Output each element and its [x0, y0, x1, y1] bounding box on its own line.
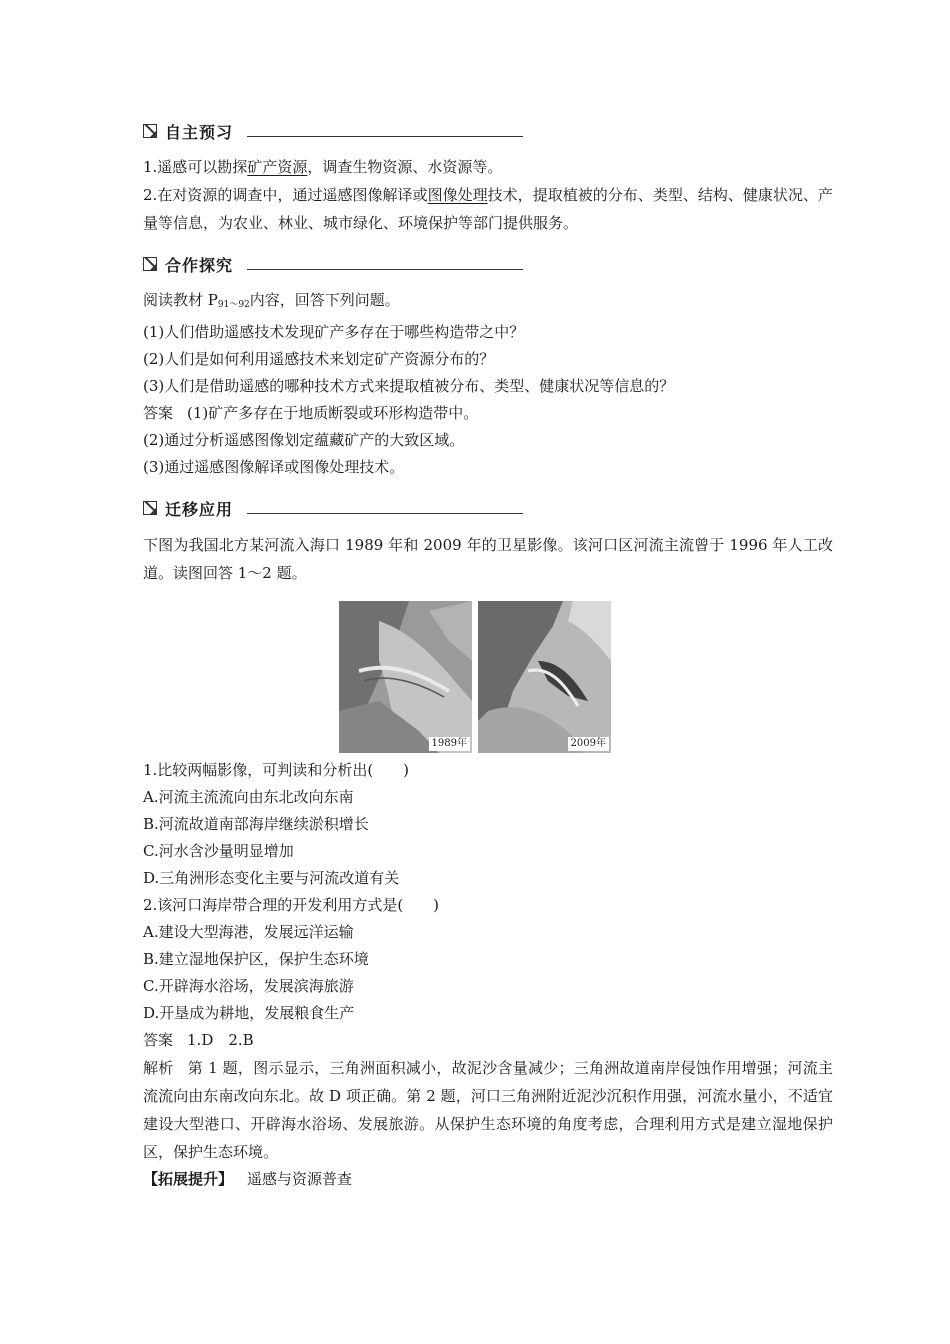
answer: 答案 1.D 2.B — [143, 1031, 254, 1049]
section-header-apply — [143, 495, 833, 521]
section-header-explore — [143, 251, 833, 277]
satellite-image-1989 — [339, 601, 472, 753]
section-marker-icon — [143, 124, 157, 138]
paragraph: 1.遥感可以勘探矿产资源，调查生物资源、水资源等。 — [143, 158, 503, 176]
paragraph: 下图为我国北方某河流入海口 1989 年和 2009 年的卫星影像。该河口区河流主流曾于 1996 年人工改道。读图回答 1～2 题。 — [143, 536, 833, 582]
question: 2.该河口海岸带合理的开发利用方式是( ) — [143, 896, 440, 914]
satellite-images — [339, 601, 833, 753]
option: B.河流故道南部海岸继续淤积增长 — [143, 815, 369, 833]
section-marker-icon — [143, 257, 157, 271]
option: D.开垦成为耕地，发展粮食生产 — [143, 1004, 355, 1022]
question: 1.比较两幅影像，可判读和分析出( ) — [143, 761, 410, 779]
option: A.建设大型海港，发展远洋运输 — [143, 923, 354, 941]
answer: (3)通过遥感图像解译或图像处理技术。 — [143, 458, 405, 476]
section-title: 迁移应用 — [165, 499, 234, 519]
question: (1)人们借助遥感技术发现矿产多存在于哪些构造带之中？ — [143, 323, 525, 341]
document-page — [143, 118, 833, 1193]
section-marker-icon — [143, 501, 157, 515]
question: (3)人们是借助遥感的哪种技术方式来提取植被分布、类型、健康状况等信息的？ — [143, 377, 675, 395]
explanation: 解析 第 1 题，图示显示，三角洲面积减小，故泥沙含量减少；三角洲故道南岸侵蚀作用增强；河流主流流向由东南改向东北。故 D 项正确。第 2 题，河口三角洲附近泥沙沉积作用强，河流水量小，不适宜建设大型港口、开辟海水浴场、发展旅游。从保护生态环境的角度考虑，合理利用方式是建立湿地保护区，保护生态环境。 — [143, 1059, 833, 1161]
option: D.三角洲形态变化主要与河流改道有关 — [143, 869, 400, 887]
extension-heading: 【拓展提升】 遥感与资源普查 — [143, 1170, 353, 1188]
section-title: 自主预习 — [165, 122, 234, 142]
question: (2)人们是如何利用遥感技术来划定矿产资源分布的？ — [143, 350, 495, 368]
section-header-preview — [143, 118, 833, 144]
answer: (2)通过分析遥感图像划定蕴藏矿产的大致区域。 — [143, 431, 465, 449]
satellite-image-2009 — [478, 601, 611, 753]
option: C.开辟海水浴场，发展滨海旅游 — [143, 977, 354, 995]
section-title: 合作探究 — [165, 255, 234, 275]
answer: 答案 (1)矿产多存在于地质断裂或环形构造带中。 — [143, 404, 479, 422]
image-year-label: 2009年 — [568, 737, 609, 751]
option: A.河流主流流向由东北改向东南 — [143, 788, 354, 806]
section-rule — [247, 269, 523, 270]
option: C.河水含沙量明显增加 — [143, 842, 294, 860]
image-year-label: 1989年 — [429, 737, 470, 751]
paragraph: 2.在对资源的调查中，通过遥感图像解译或图像处理技术，提取植被的分布、类型、结构、健康状况、产量等信息，为农业、林业、城市绿化、环境保护等部门提供服务。 — [143, 186, 833, 232]
paragraph: 阅读教材 $P_{91\sim 92}$内容，回答下列问题。 — [143, 291, 400, 310]
section-rule — [247, 136, 523, 137]
section-rule — [247, 513, 523, 514]
option: B.建立湿地保护区，保护生态环境 — [143, 950, 369, 968]
